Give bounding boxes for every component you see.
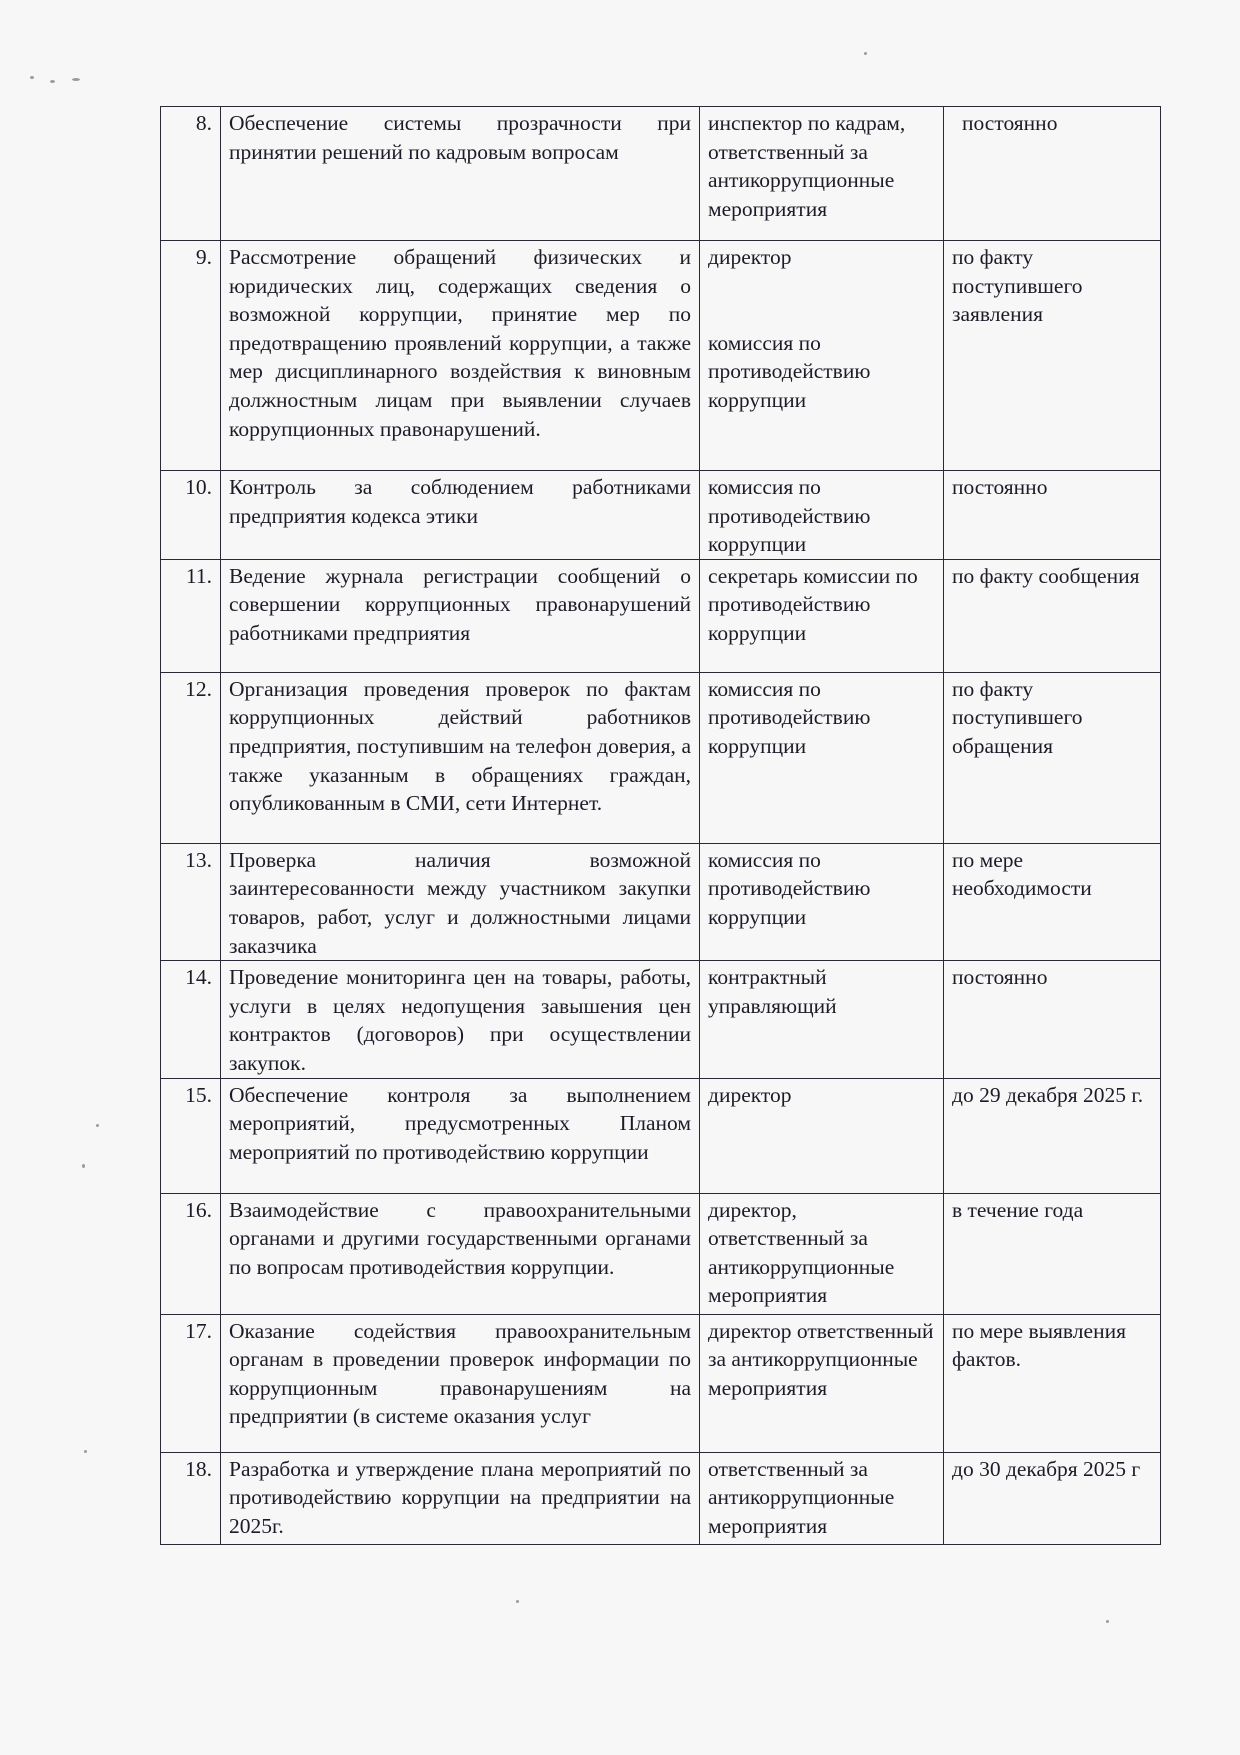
row-number: 15. [161,1078,221,1193]
scan-speck [72,78,80,81]
row-number: 18. [161,1452,221,1544]
row-number: 12. [161,672,221,843]
deadline-cell: по факту поступившего заявления [944,241,1161,471]
deadline-cell: постоянно [944,107,1161,241]
measure-description: Проведение мониторинга цен на товары, работы, услуги в целях недопущения завышения цен контрактов (договоров) при осуществлении закупок. [221,961,700,1078]
table-row [161,471,1161,560]
deadline-cell: до 29 декабря 2025 г. [944,1078,1161,1193]
responsible-cell [700,1078,944,1193]
scan-speck [84,1450,87,1453]
deadline-cell: постоянно [944,961,1161,1078]
table-row [161,843,1161,960]
responsible-cell [700,1314,944,1452]
responsible-text: комиссия по противодействию коррупции [708,847,871,929]
measure-description: Организация проведения проверок по фактам коррупционных действий работников предприятия, поступившим на телефон доверия, а также указанным в обращениях граждан, опубликованным в СМИ, сети Интернет. [221,672,700,843]
row-number: 9. [161,241,221,471]
deadline-cell: до 30 декабря 2025 г [944,1452,1161,1544]
measure-description: Оказание содействия правоохранительным органам в проведении проверок информации по коррупционным правонарушениям на предприятии (в системе оказания услуг [221,1314,700,1452]
responsible-cell [700,672,944,843]
responsible-text: директор, ответственный за антикоррупционные мероприятия [708,1197,895,1308]
table-row [161,961,1161,1078]
table-row [161,1314,1161,1452]
responsible-cell [700,961,944,1078]
responsible-cell [700,843,944,960]
deadline-cell: постоянно [944,471,1161,560]
scan-speck [50,80,55,83]
row-number: 13. [161,843,221,960]
responsible-cell [700,241,944,471]
table-row [161,1078,1161,1193]
measure-description: Ведение журнала регистрации сообщений о совершении коррупционных правонарушений работниками предприятия [221,559,700,672]
responsible-cell [700,1452,944,1544]
scan-speck [1106,1620,1109,1623]
measure-description: Взаимодействие с правоохранительными органами и другими государственными органами по вопросам противодействия коррупции. [221,1193,700,1314]
table-row [161,1193,1161,1314]
table-row [161,559,1161,672]
measure-description: Рассмотрение обращений физических и юридических лиц, содержащих сведения о возможной коррупции, принятие мер по предотвращению проявлений коррупции, а также мер дисциплинарного воздействия к виновным должностным лицам при выявлении случаев коррупционных правонарушений. [221,241,700,471]
measure-description: Проверка наличия возможной заинтересованности между участником закупки товаров, работ, услуг и должностными лицами заказчика [221,843,700,960]
table-row [161,672,1161,843]
responsible-cell [700,107,944,241]
responsible-text: директор ответственный за антикоррупционные мероприятия [708,1318,934,1400]
responsible-cell [700,1193,944,1314]
deadline-cell: по факту поступившего обращения [944,672,1161,843]
measures-table [160,106,1161,1545]
measure-description: Обеспечение системы прозрачности при принятии решений по кадровым вопросам [221,107,700,241]
responsible-text: комиссия по противодействию коррупции [708,676,871,758]
deadline-cell: по мере выявления фактов. [944,1314,1161,1452]
scan-speck [864,52,867,55]
table-row [161,1452,1161,1544]
cell-gap [708,272,935,329]
scan-speck [96,1124,99,1127]
scan-speck [82,1164,85,1168]
responsible-text-secondary: комиссия по противодействию коррупции [708,330,871,412]
row-number: 14. [161,961,221,1078]
responsible-cell [700,559,944,672]
row-number: 17. [161,1314,221,1452]
row-number: 8. [161,107,221,241]
responsible-text: ответственный за антикоррупционные мероприятия [708,1456,895,1538]
responsible-text: комиссия по противодействию коррупции [708,475,871,557]
measure-description: Разработка и утверждение плана мероприятий по противодействию коррупции на предприятии на 2025г. [221,1452,700,1544]
responsible-text: секретарь комиссии по противодействию коррупции [708,563,918,645]
responsible-text: инспектор по кадрам, ответственный за антикоррупционные мероприятия [708,111,906,221]
responsible-cell [700,471,944,560]
table-row [161,241,1161,471]
scan-speck [30,76,34,79]
measure-description: Обеспечение контроля за выполнением мероприятий, предусмотренных Планом мероприятий по противодействию коррупции [221,1078,700,1193]
scan-speck [516,1600,519,1603]
deadline-cell: в течение года [944,1193,1161,1314]
responsible-text: директор [708,1082,792,1107]
deadline-cell: по факту сообщения [944,559,1161,672]
table-row [161,107,1161,241]
row-number: 16. [161,1193,221,1314]
responsible-text: контрактный управляющий [708,965,837,1018]
responsible-text: директор [708,245,792,269]
measure-description: Контроль за соблюдением работниками предприятия кодекса этики [221,471,700,560]
deadline-cell: по мере необходимости [944,843,1161,960]
row-number: 10. [161,471,221,560]
row-number: 11. [161,559,221,672]
